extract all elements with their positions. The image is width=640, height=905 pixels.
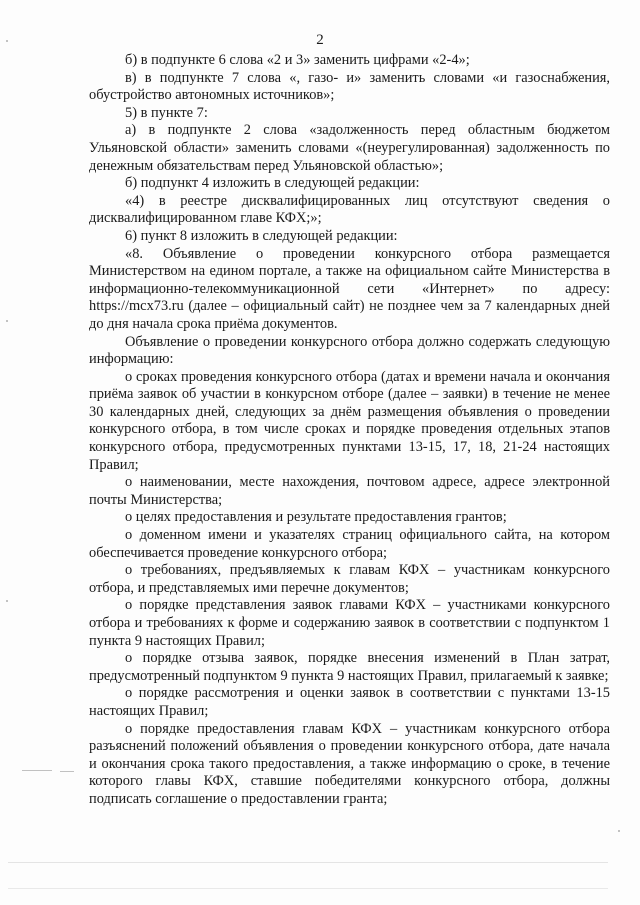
paragraph: о сроках проведения конкурсного отбора (датах и времени начала и окончания приёма заявок об участии в конкурсном отборе (далее – заявки) в течение не менее 30 календарных дней, следующих за днём размещения объявления о проведении конкурсного отбора, в том числе сроках и порядке проведения отдельных этапов конкурсного отбора, предусмотренных пунктами 13-15, 17, 18, 21-24 настоящих Правил; — [89, 368, 610, 473]
document-body — [89, 52, 610, 809]
paragraph: о требованиях, предъявляемых к главам КФХ – участникам конкурсного отбора, и представляемых ими перечне документов; — [89, 562, 610, 596]
paragraph: в) в подпункте 7 слова «, газо- и» заменить словами «и газоснабжения, обустройство автономных источников»; — [89, 69, 610, 104]
scan-artifact — [6, 320, 8, 322]
paragraph: о порядке представления заявок главами КФХ – участниками конкурсного отбора и требованиях к форме и содержанию заявок в соответствии с подпунктом 1 пункта 9 настоящих Правил; — [89, 597, 610, 649]
page-number: 2 — [316, 32, 324, 48]
scan-artifact — [60, 771, 74, 772]
paragraph: о доменном имени и указателях страниц официального сайта, на котором обеспечивается проведение конкурсного отбора; — [89, 527, 610, 561]
paragraph: а) в подпункте 2 слова «задолженность перед областным бюджетом Ульяновской области» заменить словами «(неурегулированная) задолженность по денежным обязательствам перед Ульяновской областью»; — [89, 122, 610, 174]
scan-artifact — [22, 770, 52, 771]
paragraph: 6) пункт 8 изложить в следующей редакции: — [125, 227, 398, 244]
paragraph: б) подпункт 4 изложить в следующей редакции: — [125, 175, 420, 192]
paragraph: б) в подпункте 6 слова «2 и 3» заменить цифрами «2-4»; — [125, 52, 470, 68]
paragraph: о целях предоставления и результате предоставления грантов; — [125, 509, 507, 526]
paragraph: о порядке отзыва заявок, порядке внесения изменений в План затрат, предусмотренный подпунктом 9 пункта 9 настоящих Правил, прилагаемый к заявке; — [89, 650, 610, 684]
paragraph: «8. Объявление о проведении конкурсного отбора размещается Министерством на едином портале, а также на официальном сайте Министерства в информационно-телекоммуникационной сети «Интернет» по адресу: https://mcx73.ru (далее – официальный сайт) не позднее чем за 7 календарных дней до дня начала срока приёма документов. — [89, 245, 610, 332]
scan-artifact — [8, 888, 608, 889]
paragraph: о порядке рассмотрения и оценки заявок в соответствии с пунктами 13-15 настоящих Правил; — [89, 685, 610, 719]
scan-artifact — [8, 862, 608, 863]
paragraph: 5) в пункте 7: — [125, 104, 208, 121]
paragraph: о наименовании, месте нахождения, почтовом адресе, адресе электронной почты Министерства; — [89, 474, 610, 508]
paragraph: о порядке предоставления главам КФХ – участникам конкурсного отбора разъяснений положений объявления о проведении конкурсного отбора, дате начала и окончания срока такого предоставления, а также информацию о сроке, в течение которого главы КФХ, ставшие победителями конкурсного отбора, должны подписать соглашение о предоставлении гранта; — [89, 720, 610, 807]
scan-artifact — [6, 600, 8, 602]
paragraph: «4) в реестре дисквалифицированных лиц отсутствуют сведения о дисквалифицированном главе КФХ;»; — [89, 192, 610, 227]
paragraph: Объявление о проведении конкурсного отбора должно содержать следующую информацию: — [89, 333, 610, 368]
scan-artifact — [618, 830, 620, 832]
